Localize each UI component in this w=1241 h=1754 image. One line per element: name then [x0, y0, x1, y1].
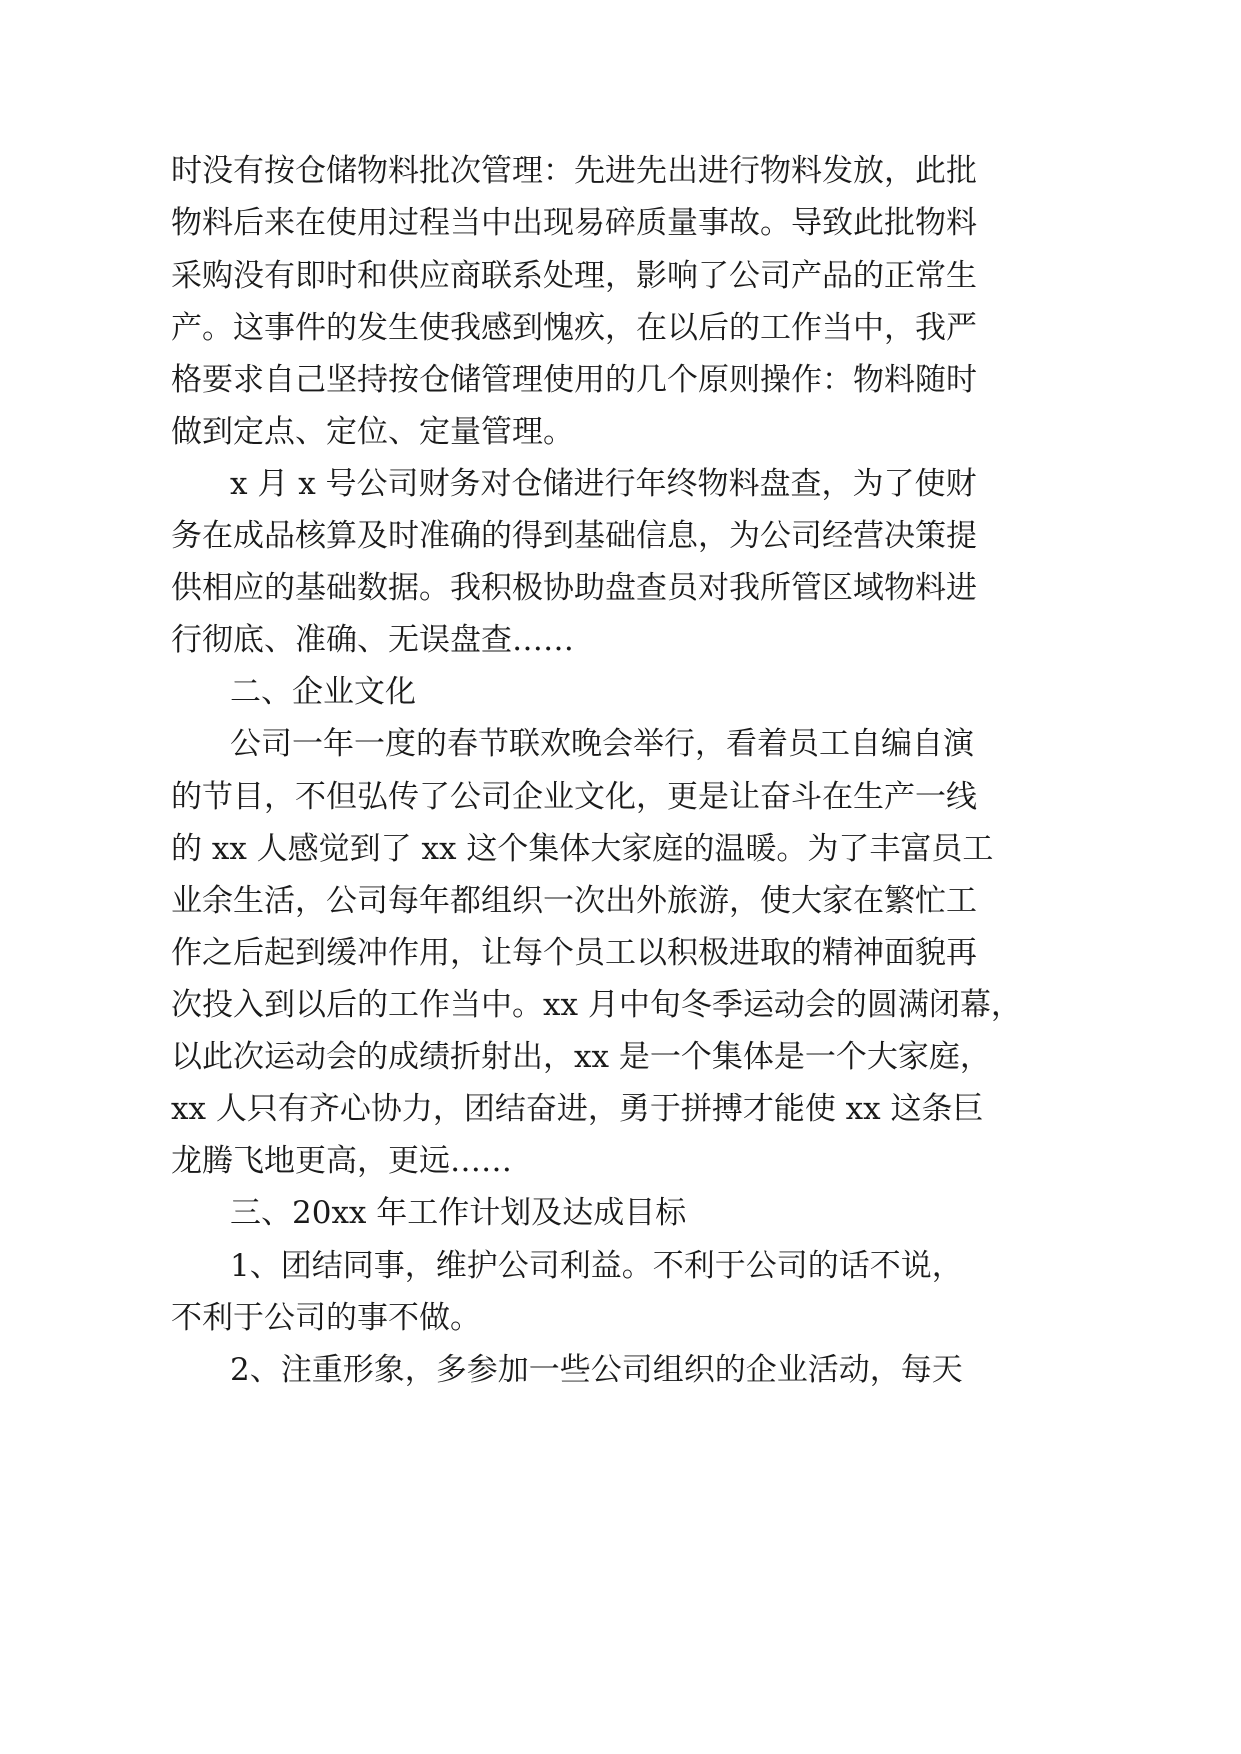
text-line: 的节目，不但弘传了公司企业文化，更是让奋斗在生产一线	[171, 779, 977, 815]
text-line: 采购没有即时和供应商联系处理，影响了公司产品的正常生	[171, 258, 977, 294]
text-line: 产。这事件的发生使我感到愧疚，在以后的工作当中，我严	[171, 310, 977, 346]
text-line: 物料后来在使用过程当中出现易碎质量事故。导致此批物料	[171, 205, 977, 241]
text-line: 供相应的基础数据。我积极协助盘查员对我所管区域物料进	[171, 570, 977, 606]
text-line: 2、注重形象，多参加一些公司组织的企业活动，每天	[230, 1352, 963, 1388]
text-line: 的 xx 人感觉到了 xx 这个集体大家庭的温暖。为了丰富员工	[171, 831, 994, 867]
text-line: 不利于公司的事不做。	[171, 1300, 481, 1336]
text-line: 作之后起到缓冲作用，让每个员工以积极进取的精神面貌再	[171, 935, 977, 971]
text-line: 次投入到以后的工作当中。xx 月中旬冬季运动会的圆满闭幕，	[171, 987, 1022, 1023]
text-line: 务在成品核算及时准确的得到基础信息，为公司经营决策提	[171, 518, 977, 554]
section-heading: 二、企业文化	[230, 674, 416, 710]
text-line: 公司一年一度的春节联欢晚会举行，看着员工自编自演	[230, 726, 974, 762]
section-heading: 三、20xx 年工作计划及达成目标	[230, 1195, 687, 1231]
text-line: 龙腾飞地更高，更远……	[171, 1143, 512, 1179]
text-line: 做到定点、定位、定量管理。	[171, 414, 574, 450]
text-line: 以此次运动会的成绩折射出，xx 是一个集体是一个大家庭，	[171, 1039, 991, 1075]
text-line: x 月 x 号公司财务对仓储进行年终物料盘查，为了使财	[230, 466, 977, 502]
text-line: 格要求自己坚持按仓储管理使用的几个原则操作：物料随时	[171, 362, 977, 398]
text-line: 1、团结同事，维护公司利益。不利于公司的话不说，	[230, 1248, 963, 1284]
text-line: 业余生活，公司每年都组织一次出外旅游，使大家在繁忙工	[171, 883, 977, 919]
text-line: 行彻底、准确、无误盘查……	[171, 622, 574, 658]
text-line: xx 人只有齐心协力，团结奋进，勇于拼搏才能使 xx 这条巨	[171, 1091, 984, 1127]
text-line: 时没有按仓储物料批次管理：先进先出进行物料发放，此批	[171, 153, 977, 189]
